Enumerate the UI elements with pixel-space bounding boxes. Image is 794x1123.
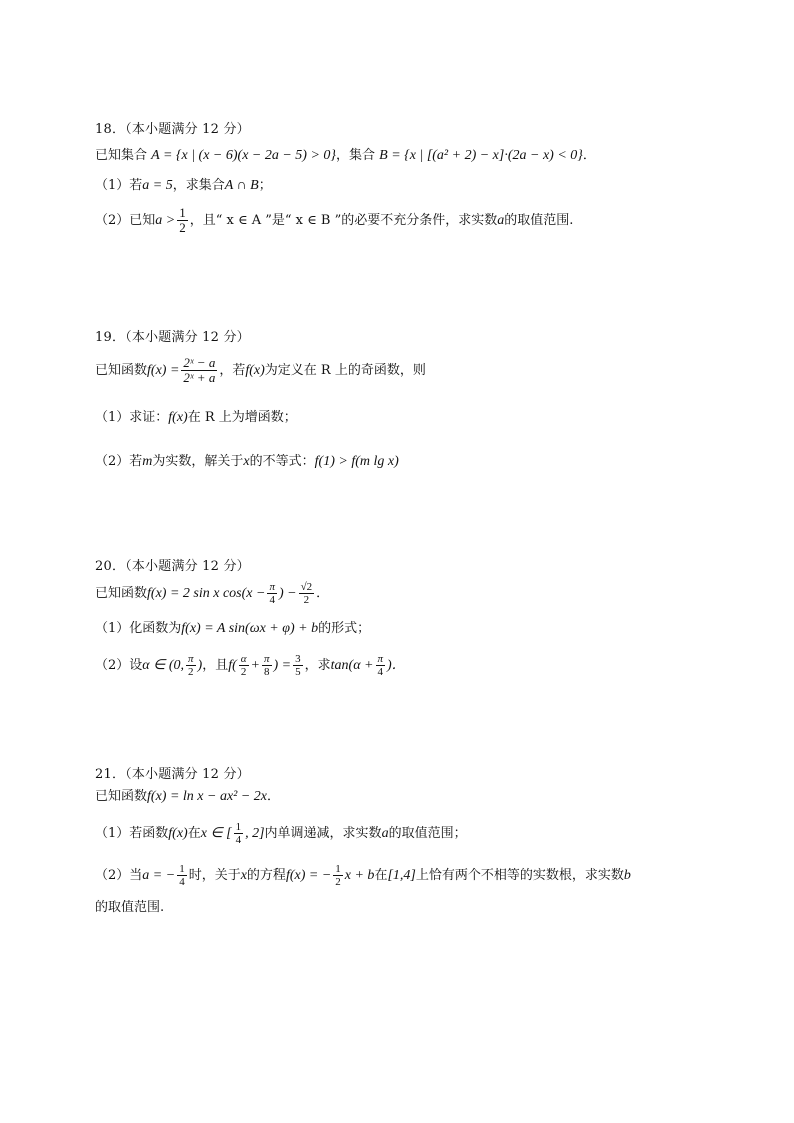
problem-18-part-1: （1）若a = 5，求集合A ∩ B； — [95, 178, 272, 193]
problem-21-part-2-cont: 的取值范围. — [95, 900, 165, 915]
function-fraction: $\frac{\text{2ˣ − a}}{\text{2ˣ + a}}$ — [183, 354, 216, 385]
problem-20-part-1: （1）化函数为f(x) = A sin(ωx + φ) + b的形式； — [95, 621, 371, 636]
problem-20-stem: 已知函数f(x) = 2 sin x cos(x − $\frac{\pi}{4}$ ) − $\frac{√2}{2}$ ． — [95, 580, 330, 606]
problem-21-part-1: （1）若函数f(x)在x ∈ [ $\frac{1}{4}$ , 2]内单调递减，求实数a的取值范围； — [95, 820, 467, 846]
problem-18-stem: 已知集合 A = {x | (x − 6)(x − 2a − 5) > 0}，集合 B = {x | [(a² + 2) − x]·(2a − x) < 0}． — [95, 148, 596, 163]
problem-21-header: 21．（本小题满分 12 分） — [95, 767, 250, 782]
fraction-one-half: $\frac{1}{2}$ — [179, 204, 186, 235]
problem-18 — [95, 118, 735, 241]
problem-19 — [95, 326, 735, 477]
problem-21-part-2: （2）当a = − $\frac{1}{4}$ 时，关于x的方程f(x) = − $\frac{1}{2}$ x + b在[1,4]上恰有两个不相等的实数根，求实数b — [95, 862, 631, 888]
problem-19-header: 19．（本小题满分 12 分） — [95, 330, 250, 345]
problem-19-part-2: （2）若m为实数，解关于x的不等式：f(1) > f(m lg x) — [95, 454, 399, 469]
problem-18-header: 18．（本小题满分 12 分） — [95, 122, 250, 137]
set-b: B = {x | [(a² + 2) − x]·(2a − x) < 0} — [379, 148, 583, 163]
problem-20-header: 20．（本小题满分 12 分） — [95, 559, 250, 574]
problem-19-stem: 已知函数f(x) = $\frac{\text{2ˣ − a}}{\text{2ˣ + a}}$ ，若f(x)为定义在 R 上的奇函数，则 — [95, 354, 426, 385]
problem-20 — [95, 555, 735, 688]
problem-18-part-2: （2）已知a > $\frac{1}{2}$ ，且“ x ∈ A ”是“ x ∈ B ”的必要不充分条件，求实数a的取值范围. — [95, 204, 574, 235]
set-a: A = {x | (x − 6)(x − 2a − 5) > 0} — [151, 148, 337, 163]
problem-21-stem: 已知函数f(x) = ln x − ax² − 2x． — [95, 789, 281, 804]
problem-19-part-1: （1）求证：f(x)在 R 上为增函数； — [95, 410, 297, 425]
problem-21 — [95, 763, 735, 920]
problem-20-part-2: （2）设α ∈ (0, $\frac{\pi}{2}$ )，且f( $\frac{\alpha}{2}$ + $\frac{\pi}{8}$ ) = $\frac{3}{5}$ ，求tan(α + $\frac{\pi}{4}$ )． — [95, 652, 406, 678]
